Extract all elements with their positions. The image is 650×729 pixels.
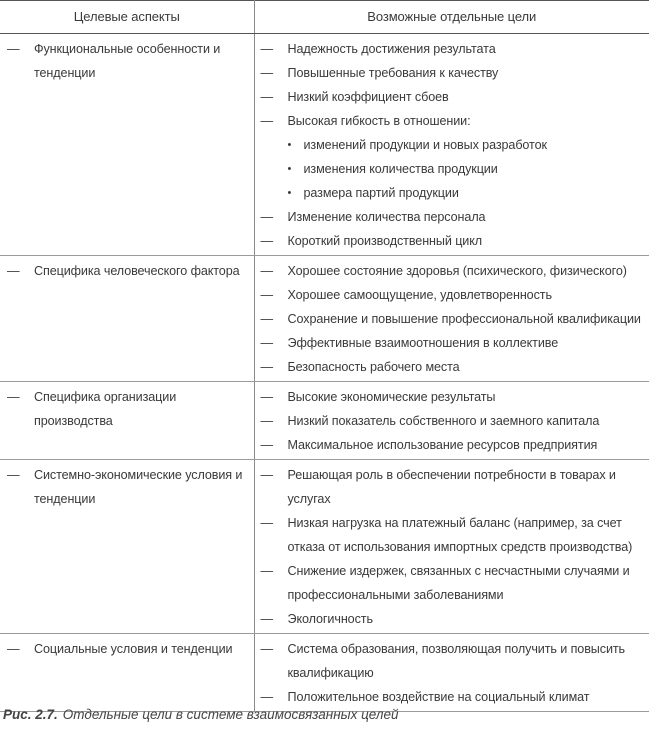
dash-marker: — [260,42,273,56]
goal-item [261,259,650,283]
goal-item [261,205,650,229]
dash-marker: — [7,42,20,56]
aspect-label: Функциональные особенности и тенденции [34,42,221,80]
goals-cell [254,256,649,382]
dash-marker: — [260,612,273,626]
goal-item [261,355,650,379]
dash-marker: — [260,438,273,452]
aspect-cell [0,460,254,634]
aspect-label: Специфика организации производства [34,390,177,428]
dash-marker: — [260,288,273,302]
aspect-label: Системно-экономические условия и тенденции [34,468,243,506]
goals-cell [254,34,649,256]
aspect-item [7,259,254,283]
dash-marker: — [260,210,273,224]
goal-item-text: Хорошее состояние здоровья (психического, физического) [287,264,627,278]
dash-marker: — [260,234,273,248]
goal-item [261,37,650,61]
goal-item [261,85,650,109]
goal-item [261,559,650,607]
goal-item-text: Повышенные требования к качеству [287,66,499,80]
goal-item-text: Низкий показатель собственного и заемного капитала [287,414,600,428]
goal-item-text: Решающая роль в обеспечении потребности в товарах и услугах [287,468,616,506]
dash-marker: — [260,690,273,704]
goal-subitem-text: изменения количества продукции [303,162,498,176]
goal-item-text: Надежность достижения результата [287,42,496,56]
dash-marker: — [7,390,20,404]
goal-item [261,637,650,685]
goal-item-text: Изменение количества персонала [287,210,486,224]
dash-marker: — [260,414,273,428]
goal-item [261,385,650,409]
aspect-item [7,463,254,511]
goal-item-text: Система образования, позволяющая получить и повысить квалификацию [287,642,626,680]
goals-cell [254,460,649,634]
dash-marker: — [260,66,273,80]
dash-marker: — [260,360,273,374]
dash-marker: — [260,264,273,278]
goal-item [261,331,650,355]
dash-marker: — [260,468,273,482]
goal-item-text: Эффективные взаимоотношения в коллективе [287,336,559,350]
dash-marker: — [7,264,20,278]
goal-subitem [261,157,650,181]
goal-item-text: Хорошее самоощущение, удовлетворенность [287,288,552,302]
aspect-label: Социальные условия и тенденции [34,642,233,656]
dash-marker: — [260,564,273,578]
goal-item-text: Экологичность [287,612,373,626]
table-header-row [0,1,649,34]
goal-item-text: Высокая гибкость в отношении: [287,114,471,128]
goal-item [261,229,650,253]
dash-marker: — [260,336,273,350]
header-target-aspects: Целевые аспекты [0,1,254,34]
aspect-cell [0,34,254,256]
goal-item [261,283,650,307]
figure-number: Рис. 2.7. [3,707,58,722]
aspect-item [7,385,254,433]
aspect-item [7,637,254,661]
figure-caption [3,707,399,722]
dash-marker: — [260,390,273,404]
goal-item [261,463,650,511]
goal-item [261,307,650,331]
dash-marker: — [260,114,273,128]
goal-item-text: Низкая нагрузка на платежный баланс (например, за счет отказа от использования импортных средств производства) [287,516,633,554]
goal-item-text: Сохранение и повышение профессиональной квалификации [287,312,641,326]
header-possible-goals: Возможные отдельные цели [254,1,649,34]
goal-item [261,433,650,457]
aspect-label: Специфика человеческого фактора [34,264,240,278]
dash-marker: — [7,468,20,482]
dash-marker: — [260,90,273,104]
goal-subitem-text: размера партий продукции [303,186,459,200]
goal-item [261,607,650,631]
goal-subitem [261,133,650,157]
goal-item [261,109,650,133]
goal-item [261,511,650,559]
goal-item-text: Высокие экономические результаты [287,390,496,404]
dash-marker: — [260,312,273,326]
dash-marker: — [260,642,273,656]
goal-item [261,409,650,433]
aspect-cell [0,634,254,712]
table-row [0,382,649,460]
table-row [0,34,649,256]
goal-item-text: Снижение издержек, связанных с несчастными случаями и профессиональными заболеваниями [287,564,630,602]
goal-item-text: Максимальное использование ресурсов предприятия [287,438,598,452]
goal-item [261,61,650,85]
goal-item [261,685,650,709]
aspect-cell [0,382,254,460]
goals-cell [254,634,649,712]
bullet-marker: • [287,139,292,151]
bullet-marker: • [287,187,292,199]
bullet-marker: • [287,163,292,175]
dash-marker: — [7,642,20,656]
goal-item-text: Низкий коэффициент сбоев [287,90,449,104]
goals-cell [254,382,649,460]
goal-item-text: Положительное воздействие на социальный климат [287,690,590,704]
aspect-cell [0,256,254,382]
table-row [0,634,649,712]
aspect-item [7,37,254,85]
goal-item-text: Безопасность рабочего места [287,360,460,374]
dash-marker: — [260,516,273,530]
table-row [0,256,649,382]
goal-subitem [261,181,650,205]
figure-caption-text: Отдельные цели в системе взаимосвязанных целей [62,707,399,722]
table-body [0,34,649,712]
goal-item-text: Короткий производственный цикл [287,234,483,248]
goal-subitem-text: изменений продукции и новых разработок [303,138,547,152]
table-row [0,460,649,634]
